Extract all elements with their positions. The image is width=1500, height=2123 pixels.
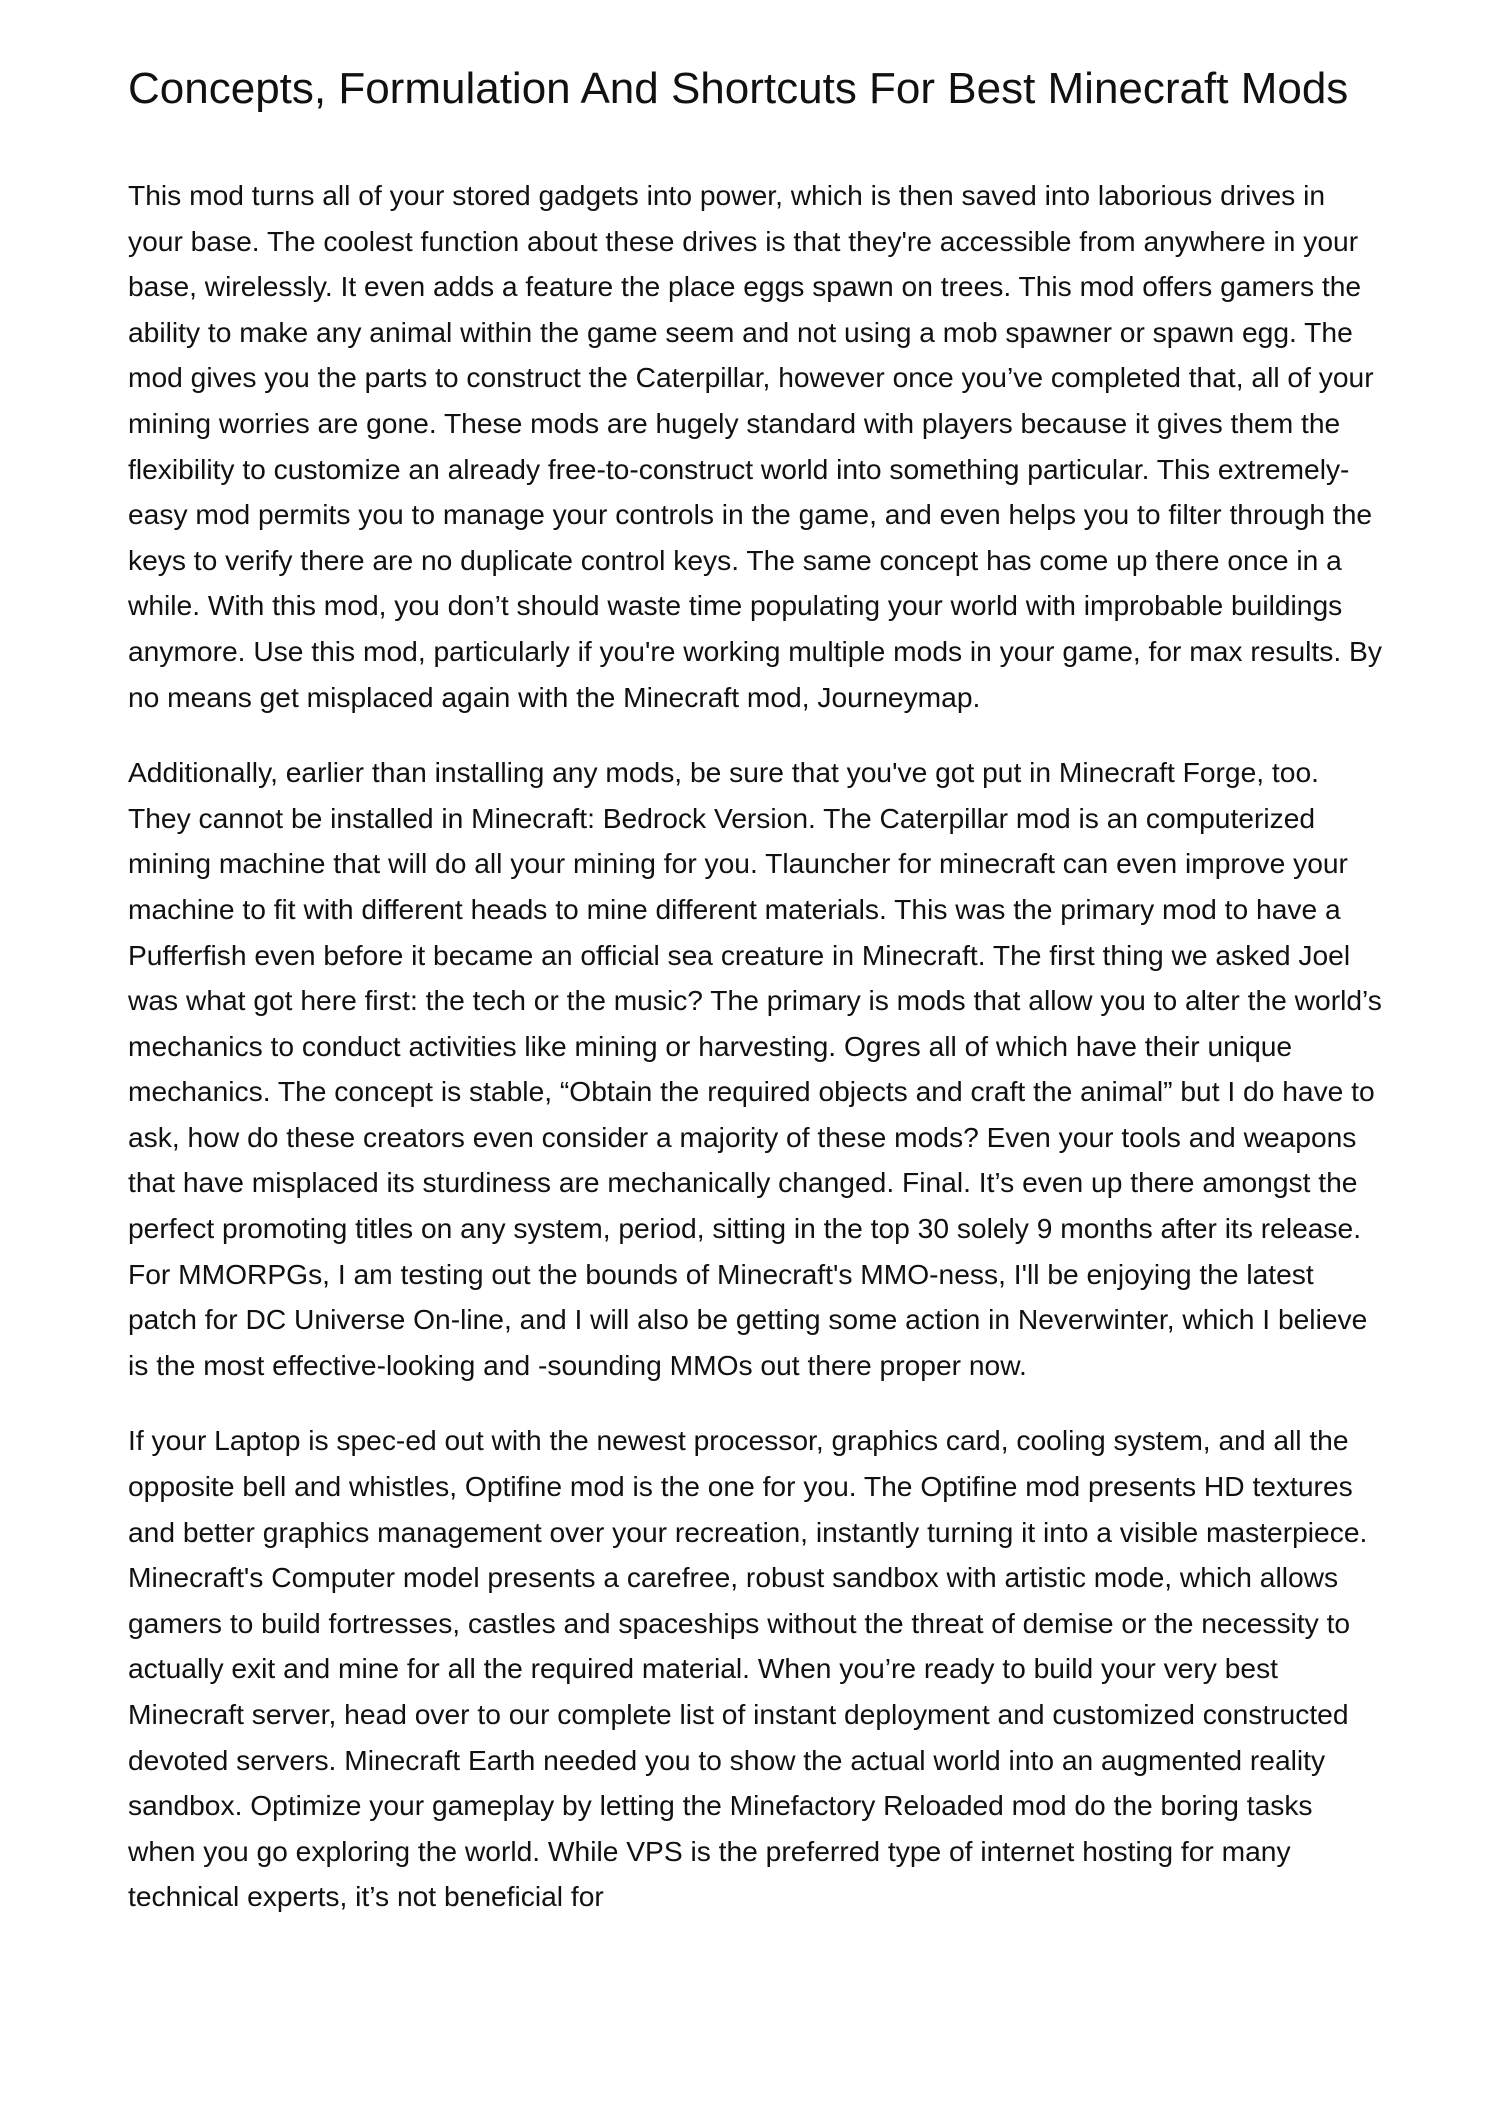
paragraph-2: Additionally, earlier than installing any mods, be sure that you've got put in Minecraft Forge, too. They cannot be installed in Minecraft: Bedrock Version. The Caterpillar mod is an computerized mining machine that will do all your mining for you. Tlauncher for minecraft can even improve your machine to fit with different heads to mine different materials. This was the primary mod to have a Pufferfish even before it became an official sea creature in Minecraft. The first thing we asked Joel was what got here first: the tech or the music? The primary is mods that allow you to alter the world’s mechanics to conduct activities like mining or harvesting. Ogres all of which have their unique mechanics. The concept is stable, “Obtain the required objects and craft the animal” but I do have to ask, how do these creators even consider a majority of these mods? Even your tools and weapons that have misplaced its sturdiness are mechanically changed. Final. It’s even up there amongst the perfect promoting titles on any system, period, sitting in the top 30 solely 9 months after its release. For MMORPGs, I am testing out the bounds of Minecraft's MMO-ness, I'll be enjoying the latest patch for DC Universe On-line, and I will also be getting some action in Neverwinter, which I believe is the most effective-looking and -sounding MMOs out there proper now.	[128, 756, 1382, 1381]
paragraph-1: This mod turns all of your stored gadgets into power, which is then saved into laborious drives in your base. The coolest function about these drives is that they're accessible from anywhere in your base, wirelessly. It even adds a feature the place eggs spawn on trees. This mod offers gamers the ability to make any animal within the game seem and not using a mob spawner or spawn egg. The mod gives you the parts to construct the Caterpillar, however once you’ve completed that, all of your mining worries are gone. These mods are hugely standard with players because it gives them the flexibility to customize an already free-to-construct world into something particular. This extremely-easy mod permits you to manage your controls in the game, and even helps you to filter through the keys to verify there are no duplicate control keys. The same concept has come up there once in a while. With this mod, you don’t should waste time populating your world with improbable buildings anymore. Use this mod, particularly if you're working multiple mods in your game, for max results. By no means get misplaced again with the Minecraft mod, Journeymap.	[128, 179, 1382, 713]
paragraph-3: If your Laptop is spec-ed out with the newest processor, graphics card, cooling system, and all the opposite bell and whistles, Optifine mod is the one for you. The Optifine mod presents HD textures and better graphics management over your recreation, instantly turning it into a visible masterpiece. Minecraft's Computer model presents a carefree, robust sandbox with artistic mode, which allows gamers to build fortresses, castles and spaceships without the threat of demise or the necessity to actually exit and mine for all the required material. When you’re ready to build your very best Minecraft server, head over to our complete list of instant deployment and customized constructed devoted servers. Minecraft Earth needed you to show the actual world into an augmented reality sandbox. Optimize your gameplay by letting the Minefactory Reloaded mod do the boring tasks when you go exploring the world. While VPS is the preferred type of internet hosting for many technical experts, it’s not beneficial for	[128, 1424, 1368, 1913]
document-title: Concepts, Formulation And Shortcuts For Best Minecraft Mods	[128, 64, 1349, 113]
document-page	[128, 66, 1384, 1950]
document-body	[128, 173, 1384, 1920]
